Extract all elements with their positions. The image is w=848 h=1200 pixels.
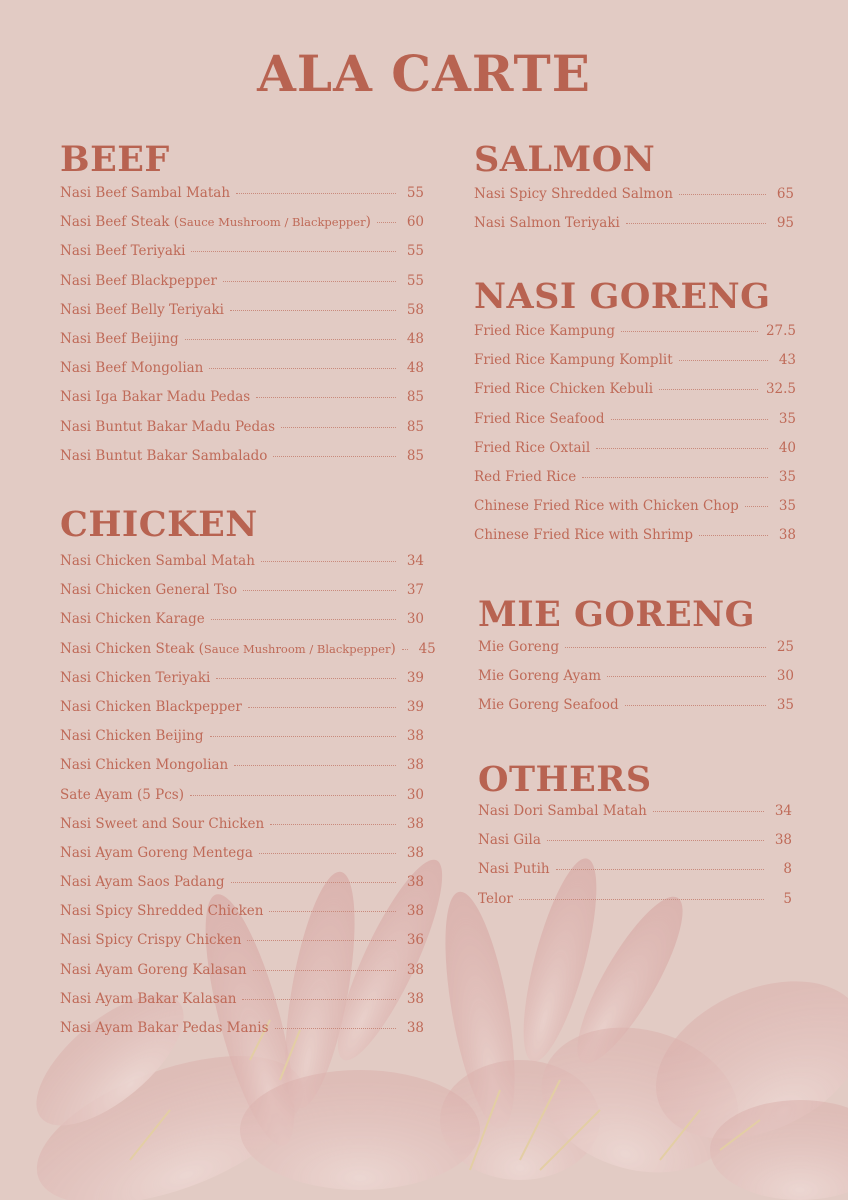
menu-item	[478, 639, 794, 668]
menu-item-name	[60, 757, 228, 773]
menu-item-name	[60, 932, 241, 948]
menu-item-name	[60, 962, 247, 978]
menu-item-name	[60, 903, 263, 919]
menu-item-name-text: Nasi Ayam Bakar Kalasan	[60, 990, 237, 1007]
menu-item-name-text: Nasi Chicken Beijing	[60, 728, 204, 745]
menu-item-name-text: Mie Goreng Ayam	[478, 668, 602, 685]
menu-item-name-text: Nasi Chicken Steak (	[60, 640, 204, 657]
menu-item	[60, 1020, 424, 1049]
menu-item-price: 34	[406, 553, 424, 569]
menu-list-mie-goreng	[478, 639, 794, 727]
menu-list-nasi-goreng	[474, 323, 796, 557]
menu-item-name	[474, 352, 673, 368]
menu-item	[478, 668, 794, 697]
dotted-leader	[216, 678, 396, 679]
menu-item-price: 32.5	[765, 381, 796, 398]
dotted-leader	[556, 869, 764, 870]
menu-item	[60, 360, 424, 389]
menu-item	[478, 697, 794, 726]
menu-item-price: 30	[406, 611, 424, 628]
dotted-leader	[209, 368, 396, 369]
menu-item-name	[60, 331, 179, 347]
dotted-leader	[242, 999, 396, 1000]
menu-item-price: 43	[778, 352, 796, 369]
menu-item-name-text: Fried Rice Seafood	[474, 410, 605, 427]
menu-item-name-text: Nasi Iga Bakar Madu Pedas	[60, 389, 251, 406]
menu-item-name	[478, 803, 647, 819]
menu-item-name	[60, 419, 275, 435]
menu-item	[60, 273, 424, 302]
menu-item-name	[60, 699, 242, 715]
menu-item-name-text: Nasi Beef Blackpepper	[60, 272, 217, 289]
menu-item-name-text: Nasi Beef Beijing	[60, 330, 179, 347]
menu-item-name-text: Red Fried Rice	[474, 468, 577, 485]
menu-item-name-text: Mie Goreng Seafood	[478, 697, 619, 714]
menu-item-name	[474, 527, 693, 543]
menu-item-name	[60, 214, 371, 230]
menu-item	[60, 991, 424, 1020]
dotted-leader	[281, 427, 396, 428]
menu-item-name	[474, 440, 590, 456]
menu-item-name	[60, 389, 250, 405]
dotted-leader	[653, 811, 764, 812]
menu-item-name-text: Nasi Beef Sambal Matah	[60, 185, 231, 201]
dotted-leader	[745, 506, 768, 507]
dotted-leader	[236, 193, 396, 194]
menu-item-price: 85	[406, 418, 424, 435]
menu-item	[60, 670, 424, 699]
menu-item	[60, 640, 436, 670]
dotted-leader	[190, 795, 396, 796]
menu-item-price: 30	[406, 786, 424, 803]
menu-item-name	[60, 728, 204, 744]
menu-item-price: 55	[406, 272, 424, 289]
menu-list-chicken	[60, 553, 436, 1049]
menu-item-name	[60, 611, 205, 627]
menu-item-name	[60, 787, 184, 803]
menu-item-price: 85	[406, 447, 424, 464]
dotted-leader	[659, 389, 758, 390]
dotted-leader	[377, 222, 396, 223]
menu-item-name-text: Fried Rice Chicken Kebuli	[474, 381, 654, 398]
menu-item	[474, 186, 794, 215]
menu-item	[60, 787, 424, 816]
menu-item	[478, 891, 792, 920]
menu-item	[60, 185, 424, 214]
dotted-leader	[270, 824, 396, 825]
menu-item-price: 38	[406, 728, 424, 745]
menu-item-price: 85	[406, 389, 424, 406]
menu-item-name-text: Nasi Chicken Sambal Matah	[60, 553, 255, 569]
menu-item-price: 39	[406, 698, 424, 715]
menu-item-name-text: Nasi Beef Steak (	[60, 214, 180, 231]
menu-item-name-text: Nasi Chicken Karage	[60, 611, 205, 628]
menu-item	[60, 419, 424, 448]
dotted-leader	[607, 676, 766, 677]
menu-item-name	[474, 186, 673, 202]
menu-item-name	[60, 185, 230, 201]
menu-item-name	[478, 697, 619, 713]
dotted-leader	[247, 940, 396, 941]
menu-item	[474, 411, 796, 440]
menu-item	[474, 440, 796, 469]
menu-item	[60, 845, 424, 874]
menu-item	[60, 932, 424, 961]
menu-item-price: 35	[778, 498, 796, 515]
menu-item-price: 37	[406, 582, 424, 599]
menu-item-price: 5	[783, 890, 792, 907]
menu-item-name-text: Nasi Putih	[478, 861, 550, 878]
section-beef	[60, 140, 424, 477]
menu-item-name-text: Nasi Beef Mongolian	[60, 360, 204, 377]
menu-item-name-text: Fried Rice Kampung Komplit	[474, 352, 673, 369]
page-title: ALA CARTE	[257, 44, 591, 103]
dotted-leader	[248, 707, 396, 708]
dotted-leader	[596, 448, 768, 449]
menu-item-price: 38	[778, 527, 796, 544]
menu-item-name-text: Chinese Fried Rice with Chicken Chop	[474, 498, 739, 515]
menu-item-price: 55	[406, 243, 424, 260]
menu-item-price: 38	[406, 990, 424, 1007]
dotted-leader	[243, 590, 396, 591]
menu-item	[474, 323, 796, 352]
menu-item	[60, 389, 424, 418]
menu-item-name	[60, 816, 264, 832]
menu-item	[60, 302, 424, 331]
menu-item	[60, 962, 424, 991]
menu-item-name-end: )	[390, 640, 396, 657]
dotted-leader	[256, 397, 396, 398]
dotted-leader	[230, 310, 396, 311]
menu-item-name-text: Nasi Sweet and Sour Chicken	[60, 815, 265, 832]
dotted-leader	[261, 561, 396, 562]
menu-item-price: 38	[406, 1020, 424, 1036]
menu-item-name	[478, 832, 541, 848]
menu-item	[60, 903, 424, 932]
menu-item-name	[60, 243, 185, 259]
menu-item-name	[60, 360, 203, 376]
menu-item	[60, 448, 424, 477]
menu-item-name-text: Nasi Chicken Teriyaki	[60, 669, 211, 686]
menu-item	[60, 611, 424, 640]
section-heading-beef: BEEF	[60, 139, 170, 180]
menu-item-name-text: Nasi Ayam Saos Padang	[60, 874, 225, 891]
menu-item-name-text: Nasi Buntut Bakar Madu Pedas	[60, 418, 276, 435]
menu-item-name-text: Nasi Gila	[478, 832, 541, 849]
section-chicken	[60, 504, 436, 1049]
menu-item-name-text: Chinese Fried Rice with Shrimp	[474, 527, 694, 544]
menu-item-name-text: Nasi Ayam Bakar Pedas Manis	[60, 1020, 269, 1036]
menu-item	[474, 527, 796, 556]
menu-item-name-text: Nasi Spicy Crispy Chicken	[60, 932, 242, 949]
section-salmon	[474, 140, 794, 244]
menu-item-price: 27.5	[765, 323, 796, 339]
section-heading-others: OTHERS	[478, 759, 652, 800]
dotted-leader	[626, 223, 766, 224]
menu-item-name	[60, 874, 225, 890]
menu-item-name-text: Telor	[478, 890, 513, 907]
dotted-leader	[210, 736, 396, 737]
dotted-leader	[699, 535, 768, 536]
menu-item-price: 38	[406, 815, 424, 832]
menu-item-name	[474, 215, 620, 231]
menu-item	[474, 469, 796, 498]
menu-item-name	[478, 639, 559, 655]
menu-item-name-text: Nasi Dori Sambal Matah	[478, 803, 647, 819]
menu-item-price: 38	[406, 961, 424, 978]
menu-item-name-text: Fried Rice Kampung	[474, 323, 615, 339]
menu-item-price: 25	[776, 639, 794, 655]
menu-item-name	[60, 641, 396, 657]
section-mie-goreng	[478, 595, 794, 727]
menu-item-price: 38	[774, 832, 792, 849]
menu-item-name	[60, 991, 236, 1007]
menu-item-price: 38	[406, 874, 424, 891]
dotted-leader	[191, 251, 396, 252]
dotted-leader	[273, 456, 396, 457]
menu-item-name	[60, 670, 210, 686]
menu-item	[60, 874, 424, 903]
menu-item	[60, 757, 424, 786]
menu-item-price: 34	[774, 803, 792, 819]
menu-item-name	[474, 469, 576, 485]
menu-item-price: 45	[418, 640, 436, 657]
menu-item-name-end: )	[365, 214, 371, 231]
menu-item-price: 48	[406, 360, 424, 377]
menu-item-name	[60, 448, 267, 464]
section-others	[478, 760, 792, 920]
menu-item-name	[474, 498, 739, 514]
menu-item	[478, 803, 792, 832]
dotted-leader	[582, 477, 768, 478]
menu-item-price: 35	[778, 410, 796, 427]
dotted-leader	[621, 331, 758, 332]
dotted-leader	[625, 705, 766, 706]
section-heading-salmon: SALMON	[474, 139, 656, 180]
dotted-leader	[679, 360, 768, 361]
menu-item-name	[478, 891, 513, 907]
menu-item	[474, 498, 796, 527]
dotted-leader	[185, 339, 396, 340]
menu-item-price: 35	[778, 468, 796, 485]
menu-item-name	[474, 411, 605, 427]
dotted-leader	[231, 882, 396, 883]
menu-item-name-text: Nasi Ayam Goreng Mentega	[60, 844, 253, 861]
menu-item	[60, 553, 424, 582]
menu-item	[60, 816, 424, 845]
menu-item-name-text: Sate Ayam (5 Pcs)	[60, 786, 184, 803]
dotted-leader	[519, 899, 764, 900]
menu-list-beef	[60, 185, 424, 477]
menu-item	[478, 832, 792, 861]
menu-item-price: 39	[406, 669, 424, 686]
menu-item-name	[60, 553, 255, 569]
menu-item	[60, 243, 424, 272]
menu-item-name	[474, 323, 615, 339]
menu-item-name-text: Nasi Spicy Shredded Chicken	[60, 903, 264, 920]
menu-item-name-text: Nasi Chicken General Tso	[60, 582, 238, 599]
menu-item-name-text: Mie Goreng	[478, 639, 560, 655]
menu-item-name-text: Nasi Salmon Teriyaki	[474, 215, 620, 232]
menu-item-name-text: Fried Rice Oxtail	[474, 439, 591, 456]
menu-item-price: 30	[776, 668, 794, 685]
section-heading-chicken: CHICKEN	[60, 504, 258, 545]
menu-item-price: 40	[778, 439, 796, 456]
menu-item-price: 38	[406, 903, 424, 920]
menu-item-price: 55	[406, 185, 424, 201]
menu-item	[474, 352, 796, 381]
menu-item-price: 60	[406, 214, 424, 231]
menu-item	[474, 381, 796, 410]
menu-item-name	[60, 1020, 269, 1036]
dotted-leader	[269, 911, 396, 912]
menu-item	[60, 699, 424, 728]
menu-item-name-text: Nasi Ayam Goreng Kalasan	[60, 961, 247, 978]
menu-item-name-text: Nasi Beef Belly Teriyaki	[60, 301, 224, 318]
menu-item	[478, 861, 792, 890]
section-heading-mie-goreng: MIE GORENG	[478, 594, 756, 635]
menu-item-price: 95	[776, 215, 794, 232]
menu-item-name	[60, 302, 224, 318]
menu-item-name-text: Nasi Chicken Mongolian	[60, 757, 229, 774]
dotted-leader	[565, 647, 766, 648]
dotted-leader	[253, 970, 396, 971]
menu-item-price: 8	[783, 861, 792, 878]
dotted-leader	[679, 194, 766, 195]
menu-item	[474, 215, 794, 244]
menu-item	[60, 582, 424, 611]
menu-item-note: Sauce Mushroom / Blackpepper	[179, 215, 366, 230]
menu-item-name-text: Nasi Beef Teriyaki	[60, 243, 186, 260]
dotted-leader	[259, 853, 396, 854]
dotted-leader	[402, 649, 408, 650]
menu-item-price: 38	[406, 844, 424, 861]
menu-item-name-text: Nasi Chicken Blackpepper	[60, 698, 242, 715]
menu-list-others	[478, 803, 792, 920]
menu-item-name	[60, 273, 217, 289]
dotted-leader	[223, 281, 396, 282]
section-heading-nasi-goreng: NASI GORENG	[474, 276, 771, 317]
dotted-leader	[275, 1028, 397, 1029]
menu-item-name	[478, 668, 601, 684]
menu-item-name	[60, 845, 253, 861]
menu-item-name	[60, 582, 237, 598]
menu-item-name	[478, 861, 550, 877]
menu-list-salmon	[474, 186, 794, 244]
menu-item-price: 58	[406, 301, 424, 318]
menu-item	[60, 214, 424, 243]
menu-item-name	[474, 381, 653, 397]
menu-item-price: 35	[776, 697, 794, 714]
menu-item-price: 38	[406, 757, 424, 774]
menu-item	[60, 728, 424, 757]
section-nasi-goreng	[474, 277, 796, 557]
menu-item-note: Sauce Mushroom / Blackpepper	[203, 641, 391, 656]
menu-item-name-text: Nasi Buntut Bakar Sambalado	[60, 447, 268, 464]
dotted-leader	[211, 619, 396, 620]
menu-item-price: 48	[406, 330, 424, 347]
dotted-leader	[234, 765, 396, 766]
dotted-leader	[611, 419, 768, 420]
dotted-leader	[547, 840, 764, 841]
menu-item-name-text: Nasi Spicy Shredded Salmon	[474, 186, 673, 202]
menu-item	[60, 331, 424, 360]
menu-item-price: 36	[406, 932, 424, 949]
menu-item-price: 65	[776, 186, 794, 202]
